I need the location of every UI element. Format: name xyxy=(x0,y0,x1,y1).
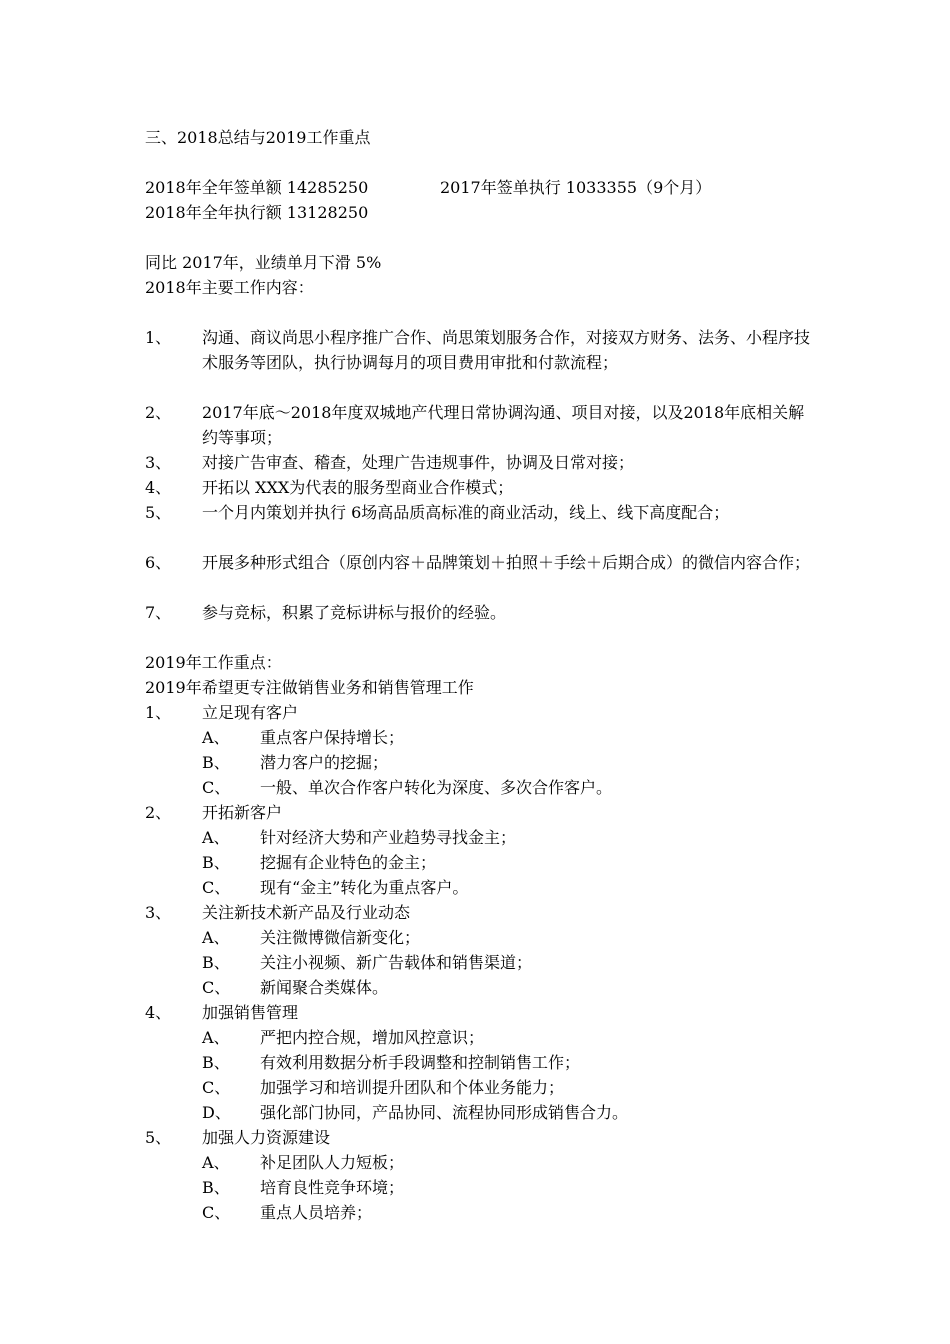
section-title: 三、2018总结与2019工作重点 xyxy=(145,128,371,147)
sub-item-text: 重点人员培养； xyxy=(260,1203,373,1222)
sub-item-letter: A、 xyxy=(202,1153,230,1172)
sub-item-text: 一般、单次合作客户转化为深度、多次合作客户。 xyxy=(260,778,613,797)
work-item-text: 沟通、商议尚思小程序推广合作、尚思策划服务合作，对接双方财务、法务、小程序技术服务等团队，执行协调每月的项目费用审批和付款流程； xyxy=(202,328,811,372)
work-item-text: 开拓以 XXX为代表的服务型商业合作模式； xyxy=(202,478,514,497)
sign-amount-2018: 2018年全年签单额 14285250 xyxy=(145,178,369,197)
focus-item-title: 加强销售管理 xyxy=(202,1003,299,1022)
focus-item-number: 1、 xyxy=(145,703,172,722)
sub-item-text: 重点客户保持增长； xyxy=(260,728,405,747)
work-item-text: 对接广告审查、稽查，处理广告违规事件，协调及日常对接； xyxy=(202,453,635,472)
sub-item-text: 强化部门协同，产品协同、流程协同形成销售合力。 xyxy=(260,1103,629,1122)
work-item-number: 1、 xyxy=(145,328,172,347)
sub-item-letter: B、 xyxy=(202,1053,230,1072)
sub-item-letter: B、 xyxy=(202,853,230,872)
work-item-number: 2、 xyxy=(145,403,172,422)
work-item-text: 一个月内策划并执行 6场高品质高标准的商业活动，线上、线下高度配合； xyxy=(202,503,730,522)
work-item-text: 参与竞标，积累了竞标讲标与报价的经验。 xyxy=(202,603,507,622)
sub-item-text: 挖掘有企业特色的金主； xyxy=(260,853,437,872)
focus-item-title: 关注新技术新产品及行业动态 xyxy=(202,903,411,922)
work-item-number: 3、 xyxy=(145,453,172,472)
sub-item-letter: C、 xyxy=(202,978,231,997)
focus-item-title: 立足现有客户 xyxy=(202,703,299,722)
sub-item-text: 加强学习和培训提升团队和个体业务能力； xyxy=(260,1078,565,1097)
focus-item-title: 加强人力资源建设 xyxy=(202,1128,331,1147)
sub-item-letter: D、 xyxy=(202,1103,231,1122)
sub-item-text: 针对经济大势和产业趋势寻找金主； xyxy=(260,828,517,847)
sub-item-letter: B、 xyxy=(202,1178,230,1197)
work-item-text: 2017年底～2018年度双城地产代理日常协调沟通、项目对接，以及2018年底相关解约等事项； xyxy=(202,403,805,447)
sub-item-text: 培育良性竞争环境； xyxy=(260,1178,405,1197)
focus-2019-intro: 2019年希望更专注做销售业务和销售管理工作 xyxy=(145,678,474,697)
focus-2019-heading: 2019年工作重点： xyxy=(145,653,282,672)
sub-item-letter: A、 xyxy=(202,828,230,847)
main-work-heading: 2018年主要工作内容： xyxy=(145,278,314,297)
sub-item-letter: C、 xyxy=(202,878,231,897)
execution-amount-2018: 2018年全年执行额 13128250 xyxy=(145,203,369,222)
sub-item-letter: C、 xyxy=(202,1203,231,1222)
sub-item-letter: C、 xyxy=(202,1078,231,1097)
sub-item-letter: A、 xyxy=(202,1028,230,1047)
focus-item-title: 开拓新客户 xyxy=(202,803,283,822)
work-item-number: 7、 xyxy=(145,603,172,622)
work-item-number: 4、 xyxy=(145,478,172,497)
sub-item-letter: C、 xyxy=(202,778,231,797)
focus-item-number: 2、 xyxy=(145,803,172,822)
sub-item-text: 关注小视频、新广告载体和销售渠道； xyxy=(260,953,533,972)
focus-item-number: 5、 xyxy=(145,1128,172,1147)
sub-item-letter: A、 xyxy=(202,928,230,947)
focus-item-number: 4、 xyxy=(145,1003,172,1022)
sub-item-text: 严把内控合规，增加风控意识； xyxy=(260,1028,485,1047)
sign-execution-2017: 2017年签单执行 1033355（9个月） xyxy=(440,178,712,197)
sub-item-text: 潜力客户的挖掘； xyxy=(260,753,389,772)
sub-item-letter: B、 xyxy=(202,753,230,772)
work-item-text: 开展多种形式组合（原创内容＋品牌策划＋拍照＋手绘＋后期合成）的微信内容合作； xyxy=(202,553,811,572)
yoy-comparison: 同比 2017年，业绩单月下滑 5% xyxy=(145,253,382,272)
sub-item-text: 有效利用数据分析手段调整和控制销售工作； xyxy=(260,1053,581,1072)
sub-item-text: 新闻聚合类媒体。 xyxy=(260,978,389,997)
sub-item-text: 关注微博微信新变化； xyxy=(260,928,421,947)
sub-item-letter: A、 xyxy=(202,728,230,747)
work-item-number: 5、 xyxy=(145,503,172,522)
sub-item-letter: B、 xyxy=(202,953,230,972)
sub-item-text: 补足团队人力短板； xyxy=(260,1153,405,1172)
focus-item-number: 3、 xyxy=(145,903,172,922)
work-item-number: 6、 xyxy=(145,553,172,572)
sub-item-text: 现有“金主”转化为重点客户。 xyxy=(260,878,469,897)
